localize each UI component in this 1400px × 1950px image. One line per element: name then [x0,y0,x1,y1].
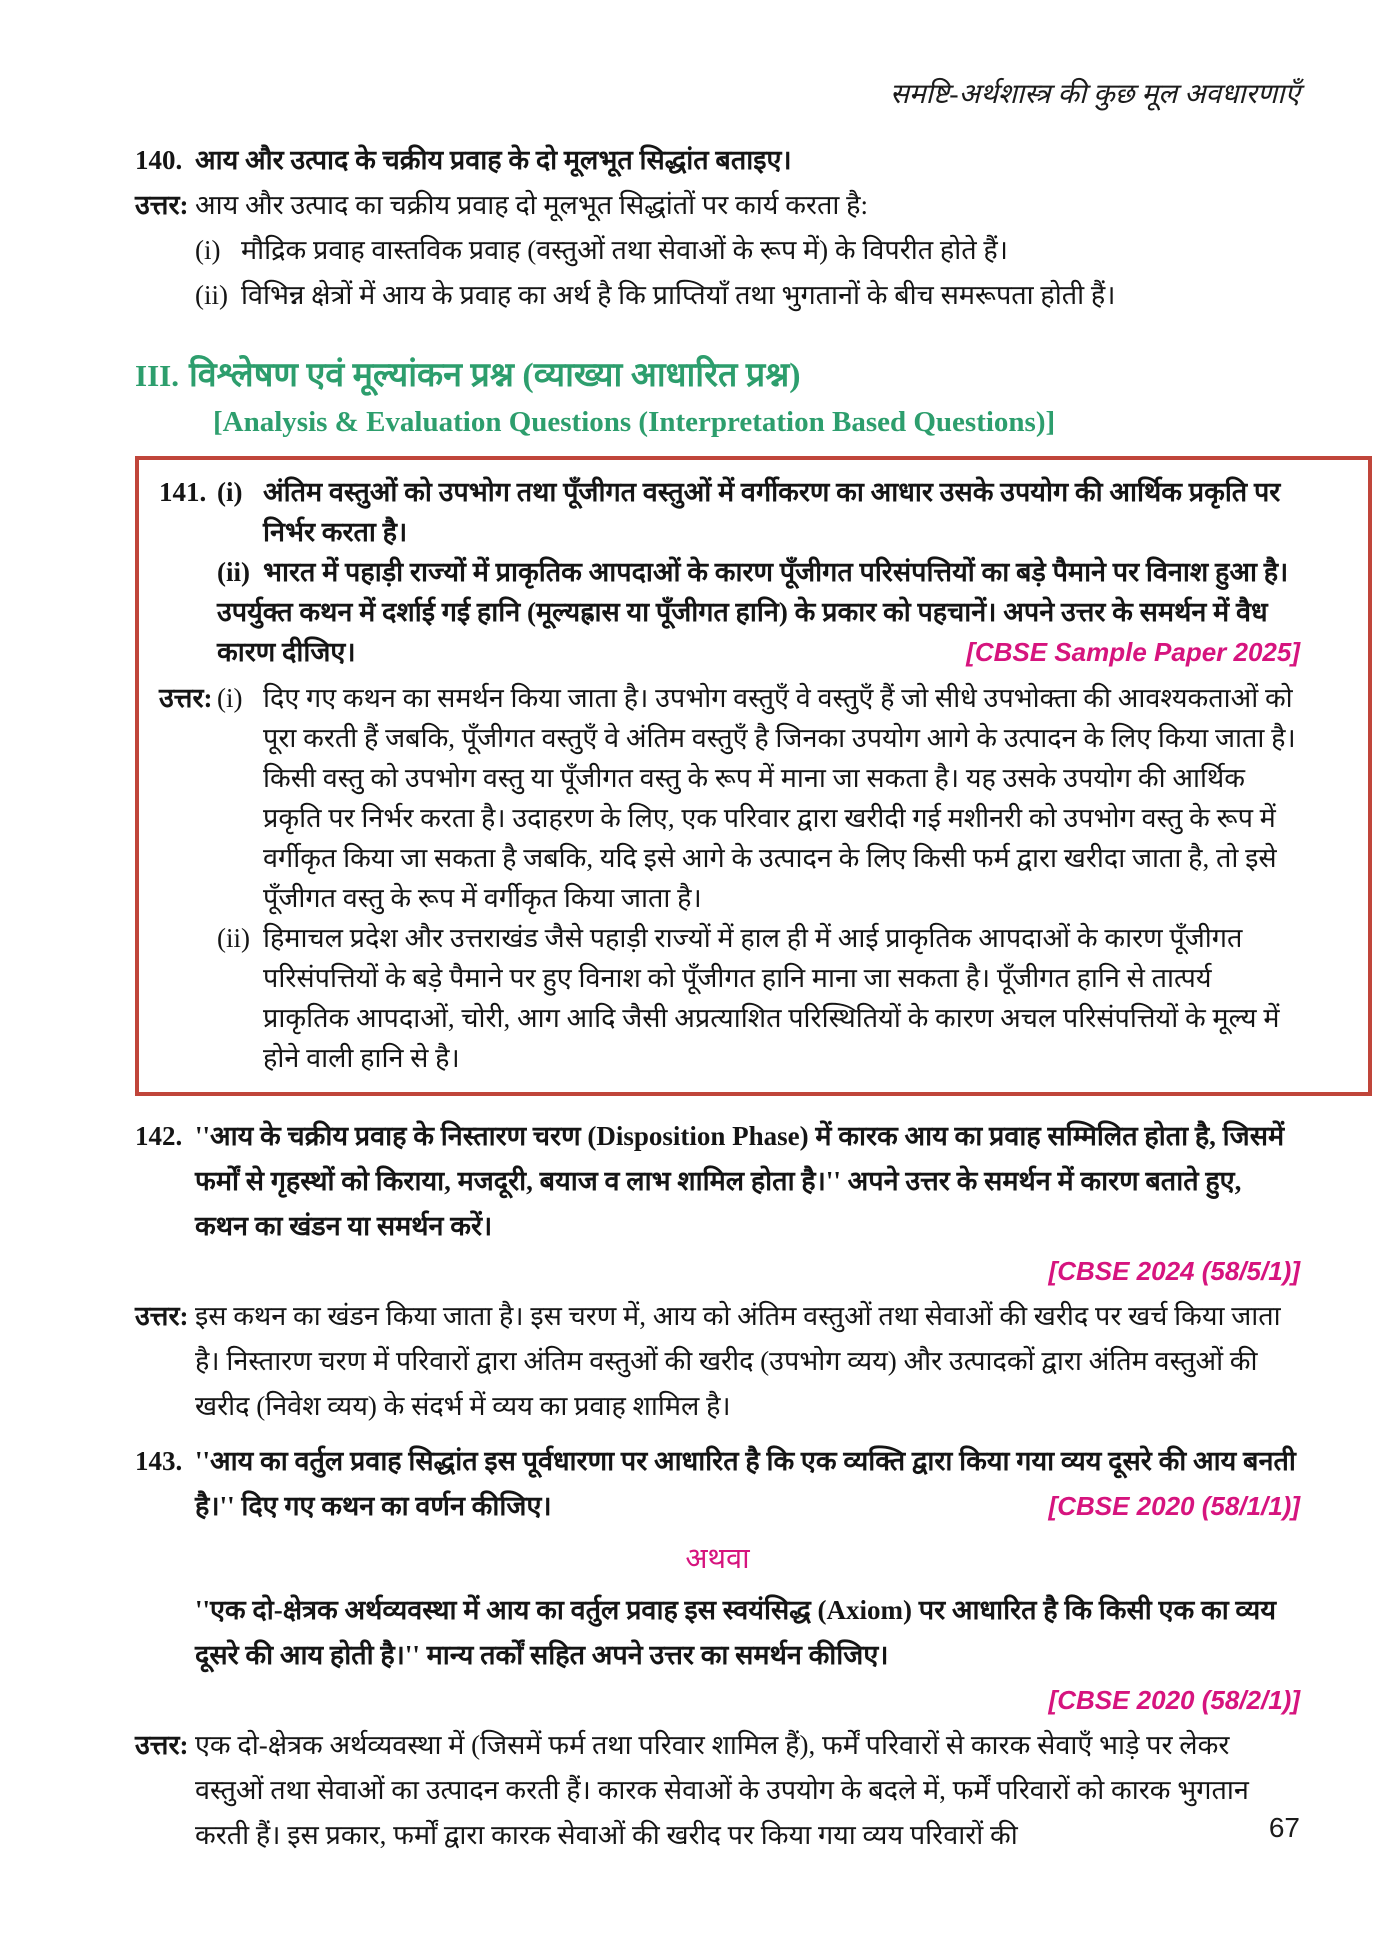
item-mark: (i) [217,683,243,713]
question-number: 143. [135,1446,183,1476]
section-heading [135,352,1300,400]
question-140-answer [135,183,1300,228]
item-mark: (ii) [217,923,250,953]
question-140 [135,138,1300,318]
running-header-title: समष्टि-अर्थशास्त्र की कुछ मूल अवधारणाएँ [889,79,1300,110]
answer-label: उत्तर: [135,190,189,220]
question-142-answer [135,1294,1300,1429]
answer-item-ii [195,273,1300,318]
cbse-cite-badge: [CBSE 2020 (58/2/1)] [1048,1685,1300,1715]
question-text: आय और उत्पाद के चक्रीय प्रवाह के दो मूलभूत सिद्धांत बताइए। [195,145,792,175]
question-141-part-i [159,472,1300,552]
question-141-statement: उपर्युक्त कथन में दर्शाई गई हानि (मूल्यह्रास या पूँजीगत हानि) के प्रकार को पहचानें। अपने उत्तर के समर्थन में वैध कारण दीजिए। [217,597,1268,667]
question-143-text-2 [135,1588,1300,1678]
spacer [135,1588,195,1678]
answer-label: उत्तर: [135,1301,189,1331]
answer-item-i [195,228,1300,273]
question-141-part-ii [159,552,1300,592]
answer-label: उत्तर: [135,1730,189,1760]
cite-row [135,1249,1300,1294]
question-140-text [135,138,1300,183]
item-mark: (i) [195,235,221,265]
item-text: अंतिम वस्तुओं को उपभोग तथा पूँजीगत वस्तुओं में वर्गीकरण का आधार उसके उपयोग की आर्थिक प्रकृति पर निर्भर करता है। [263,477,1281,547]
section-title-hindi: विश्लेषण एवं मूल्यांकन प्रश्न (व्याख्या आधारित प्रश्न) [188,357,801,394]
question-141-answer-ii [159,918,1300,1078]
answer-text-ii: हिमाचल प्रदेश और उत्तराखंड जैसे पहाड़ी राज्यों में हाल ही में आई प्राकृतिक आपदाओं के कारण पूँजीगत परिसंपत्तियों के बड़े पैमाने पर हुए विनाश को पूँजीगत हानि माना जा सकता है। पूँजीगत हानि से तात्पर्य प्राकृतिक आपदाओं, चोरी, आग आदि जैसी अप्रत्याशित परिस्थितियों के कारण अचल परिसंपत्तियों के मूल्य में होने वाली हानि से है। [263,923,1280,1073]
question-text: ''आय का वर्तुल प्रवाह सिद्धांत इस पूर्वधारणा पर आधारित है कि एक व्यक्ति द्वारा किया गया व्यय दूसरे की आय बनती है।'' दिए गए कथन का वर्णन कीजिए। [195,1446,1296,1521]
answer-text-i: दिए गए कथन का समर्थन किया जाता है। उपभोग वस्तुएँ वे वस्तुएँ हैं जो सीधे उपभोक्ता की आवश्यकताओं को पूरा करती हैं जबकि, पूँजीगत वस्तुएँ वे अंतिम वस्तुएँ है जिनका उपयोग आगे के उत्पादन के लिए किया जाता है। किसी वस्तु को उपभोग वस्तु या पूँजीगत वस्तु के रूप में माना जा सकता है। यह उसके उपयोग की आर्थिक प्रकृति पर निर्भर करता है। उदाहरण के लिए, एक परिवार द्वारा खरीदी गई मशीनरी को उपभोग वस्तु के रूप में वर्गीकृत किया जा सकता है जबकि, यदि इसे आगे के उत्पादन के लिए किसी फर्म द्वारा खरीदा जाता है, तो इसे पूँजीगत वस्तु के रूप में वर्गीकृत किया जाता है। [263,683,1296,913]
item-mark: (ii) [195,280,228,310]
question-143-answer [135,1723,1300,1858]
question-142 [135,1114,1300,1429]
question-number: 142. [135,1121,183,1151]
question-143 [135,1439,1300,1858]
question-142-text [135,1114,1300,1249]
question-number: 141. [159,477,207,507]
spacer [159,552,217,592]
item-mark: (i) [217,477,243,507]
answer-label: उत्तर: [159,683,213,713]
spacer [159,918,217,1078]
answer-text: इस कथन का खंडन किया जाता है। इस चरण में, आय को अंतिम वस्तुओं तथा सेवाओं की खरीद पर खर्च किया जाता है। निस्तारण चरण में परिवारों द्वारा अंतिम वस्तुओं की खरीद (उपभोग व्यय) और उत्पादकों द्वारा अंतिम वस्तुओं की खरीद (निवेश व्यय) के संदर्भ में व्यय का प्रवाह शामिल है। [195,1301,1281,1421]
question-text: ''आय के चक्रीय प्रवाह के निस्तारण चरण (Disposition Phase) में कारक आय का प्रवाह सम्मिलित होता है, जिसमें फर्मों से गृहस्थों को किराया, मजदूरी, बयाज व लाभ शामिल होता है।'' अपने उत्तर के समर्थन में कारण बताते हुए, कथन का खंडन या समर्थन करें। [195,1121,1285,1241]
question-141-box [135,456,1372,1096]
cbse-cite-badge: [CBSE Sample Paper 2025] [966,637,1300,667]
section-numeral: III. [135,358,179,393]
or-divider: अथवा [685,1543,750,1575]
question-141-answer-i [159,678,1300,918]
item-mark: (ii) [217,557,250,587]
item-text: भारत में पहाड़ी राज्यों में प्राकृतिक आपदाओं के कारण पूँजीगत परिसंपत्तियों का बड़े पैमाने पर विनाश हुआ है। [263,557,1289,587]
item-text: विभिन्न क्षेत्रों में आय के प्रवाह का अर्थ है कि प्राप्तियाँ तथा भुगतानों के बीच समरूपता होती हैं। [241,280,1116,310]
cite-row [135,1678,1300,1723]
question-text-alt: ''एक दो-क्षेत्रक अर्थव्यवस्था में आय का वर्तुल प्रवाह इस स्वयंसिद्ध (Axiom) पर आधारित है कि किसी एक का व्यय दूसरे की आय होती है।'' मान्य तर्कों सहित अपने उत्तर का समर्थन कीजिए। [195,1595,1276,1670]
page-number: 67 [1268,1812,1300,1843]
answer-text: एक दो-क्षेत्रक अर्थव्यवस्था में (जिसमें फर्म तथा परिवार शामिल हैं), फर्में परिवारों से कारक सेवाएँ भाड़े पर लेकर वस्तुओं तथा सेवाओं का उत्पादन करती हैं। कारक सेवाओं के उपयोग के बदले में, फर्में परिवारों को कारक भुगतान करती हैं। इस प्रकार, फर्मों द्वारा कारक सेवाओं की खरीद पर किया गया व्यय परिवारों की [195,1730,1249,1850]
cbse-cite-badge: [CBSE 2024 (58/5/1)] [1048,1256,1300,1286]
question-number: 140. [135,145,183,175]
section-subtitle-english: [Analysis & Evaluation Questions (Interpretation Based Questions)] [213,406,1056,438]
item-text: मौद्रिक प्रवाह वास्तविक प्रवाह (वस्तुओं तथा सेवाओं के रूप में) के विपरीत होते हैं। [241,235,1008,265]
answer-intro: आय और उत्पाद का चक्रीय प्रवाह दो मूलभूत सिद्धांतों पर कार्य करता है: [195,190,868,220]
cbse-cite-badge: [CBSE 2020 (58/1/1)] [1048,1491,1300,1521]
